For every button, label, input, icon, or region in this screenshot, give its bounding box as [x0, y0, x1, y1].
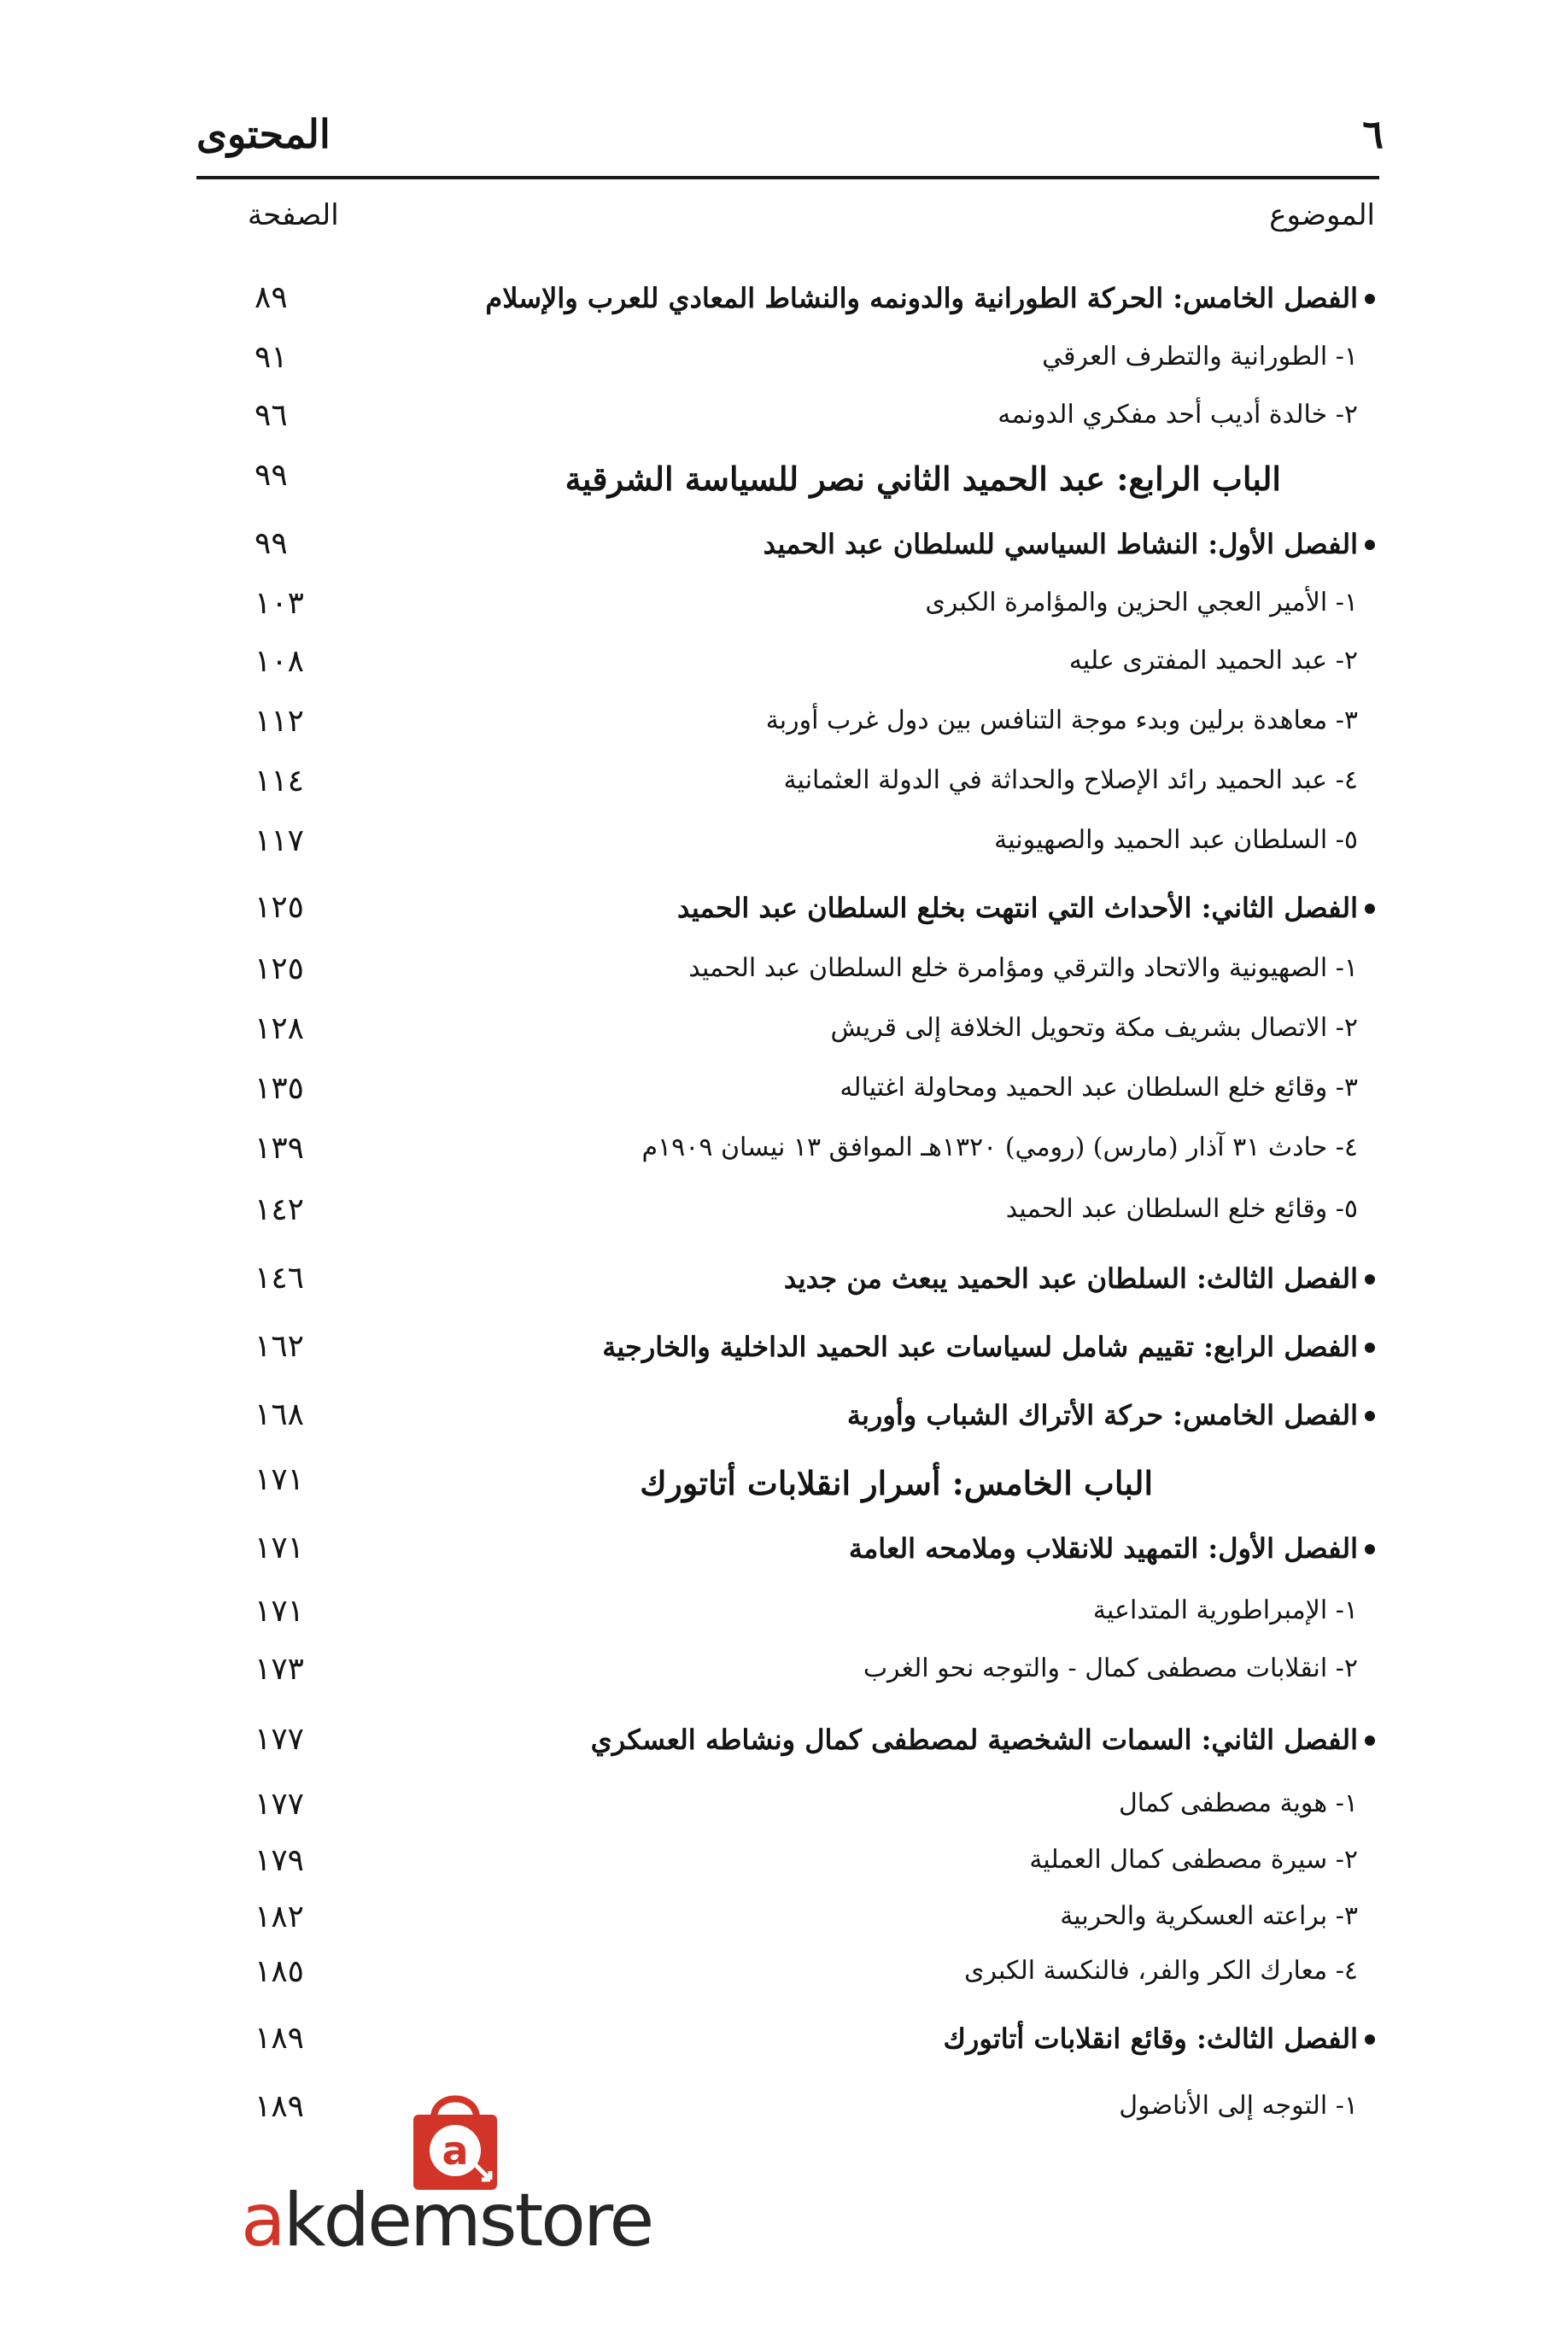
chapter-entry — [248, 521, 1375, 572]
bullet-icon — [1365, 1544, 1375, 1554]
chapter-entry — [248, 1392, 1375, 1443]
entry-title: ٢- عبد الحميد المفترى عليه — [1068, 646, 1358, 676]
entry-page-number: ١١٢ — [255, 704, 305, 739]
section-entry — [248, 699, 1375, 750]
section-entry — [248, 1006, 1375, 1057]
page-column-heading: الصفحة — [248, 198, 339, 232]
entry-title: ١- التوجه إلى الأناضول — [1119, 2091, 1358, 2121]
entry-page-number: ١٤٦ — [255, 1261, 305, 1296]
entry-page-number: ١٧١ — [255, 1594, 305, 1629]
entry-title: ١- الطورانية والتطرف العرقي — [1042, 342, 1358, 372]
entry-page-number: ١٦٢ — [255, 1329, 305, 1364]
entry-title: الفصل الأول: التمهيد للانقلاب وملامحه العامة — [848, 1532, 1358, 1565]
entry-page-number: ٩٩ — [255, 526, 288, 561]
section-entry — [248, 639, 1375, 690]
entry-page-number: ١٧٧ — [255, 1722, 305, 1757]
entry-title: الفصل الخامس: الحركة الطورانية والدونمه والنشاط المعادي للعرب والإسلام — [485, 282, 1358, 314]
entry-title: ٤- عبد الحميد رائد الإصلاح والحداثة في الدولة العثمانية — [783, 765, 1358, 795]
section-entry — [248, 1187, 1375, 1238]
entry-page-number: ٨٩ — [255, 280, 288, 315]
entry-page-number: ١١٤ — [255, 764, 305, 799]
entry-page-number: ١٧١ — [255, 1530, 305, 1566]
entry-page-number: ١٨٥ — [255, 1954, 305, 1989]
chapter-entry — [248, 1324, 1375, 1375]
entry-title: ٢- خالدة أديب أحد مفكري الدونمه — [998, 400, 1358, 430]
entry-page-number: ١٠٨ — [255, 644, 305, 679]
part-heading — [248, 1457, 1375, 1508]
entry-page-number: ١٦٨ — [255, 1397, 305, 1432]
entry-title: الفصل الثاني: الأحداث التي انتهت بخلع السلطان عبد الحميد — [677, 892, 1358, 924]
entry-title: ٢- انقلابات مصطفى كمال - والتوجه نحو الغرب — [863, 1653, 1358, 1683]
chapter-entry — [248, 1525, 1375, 1577]
entry-title: ١- الصهيونية والاتحاد والترقي ومؤامرة خلع السلطان عبد الحميد — [688, 953, 1358, 983]
page-number: ٦ — [1362, 111, 1384, 157]
entry-page-number: ٩١ — [255, 340, 288, 375]
section-entry — [248, 581, 1375, 632]
section-entry — [248, 1647, 1375, 1698]
entry-title: الفصل الرابع: تقييم شامل لسياسات عبد الحميد الداخلية والخارجية — [602, 1331, 1358, 1363]
section-entry — [248, 1838, 1375, 1889]
bullet-icon — [1365, 904, 1375, 914]
running-title: المحتوى — [196, 111, 331, 157]
store-watermark-logo — [241, 2084, 702, 2263]
section-entry — [248, 335, 1375, 386]
entry-page-number: ١٨٩ — [255, 2089, 305, 2124]
section-entry — [248, 1894, 1375, 1946]
entry-title: ٣- وقائع خلع السلطان عبد الحميد ومحاولة اغتياله — [840, 1073, 1358, 1103]
bullet-icon — [1365, 1274, 1375, 1285]
bullet-icon — [1365, 1735, 1375, 1746]
section-entry — [248, 1589, 1375, 1640]
entry-page-number: ١٢٨ — [255, 1011, 305, 1046]
section-entry — [248, 393, 1375, 444]
section-entry — [248, 1782, 1375, 1833]
bullet-icon — [1365, 1411, 1375, 1421]
entry-title: الفصل الخامس: حركة الأتراك الشباب وأوربة — [846, 1399, 1358, 1431]
bullet-icon — [1365, 2034, 1375, 2045]
entry-title: ٤- حادث ٣١ آذار (مارس) (رومي) ١٣٢٠هـ الموافق ١٣ نيسان ١٩٠٩م — [641, 1132, 1358, 1162]
page-header — [196, 94, 1384, 171]
entry-page-number: ١٣٥ — [255, 1071, 305, 1106]
entry-page-number: ١٧٧ — [255, 1787, 305, 1822]
entry-title: ٢- سيرة مصطفى كمال العملية — [1029, 1845, 1358, 1875]
chapter-entry — [248, 1255, 1375, 1307]
topic-column-heading: الموضوع — [1269, 198, 1375, 232]
svg-text:a: a — [442, 2127, 469, 2174]
brand-wordmark: akdemstore — [241, 2178, 652, 2263]
entry-page-number: ١٢٥ — [255, 890, 305, 925]
section-entry — [248, 818, 1375, 869]
bullet-icon — [1365, 294, 1375, 304]
entry-title: ١- هوية مصطفى كمال — [1118, 1788, 1358, 1818]
section-entry — [248, 946, 1375, 998]
bullet-icon — [1365, 540, 1375, 550]
entry-page-number: ١٤٢ — [255, 1192, 305, 1227]
header-divider — [196, 176, 1379, 179]
entry-title: ١- الأمير العجي الحزين والمؤامرة الكبرى — [925, 588, 1358, 617]
entry-page-number: ١٠٣ — [255, 586, 305, 621]
chapter-entry — [248, 275, 1375, 326]
entry-title: الفصل الثاني: السمات الشخصية لمصطفى كمال ونشاطه العسكري — [590, 1724, 1358, 1756]
entry-title: ٥- السلطان عبد الحميد والصهيونية — [994, 825, 1358, 855]
entry-page-number: ١٨٩ — [255, 2021, 305, 2056]
section-entry — [248, 1066, 1375, 1117]
entry-title: الفصل الثالث: السلطان عبد الحميد يبعث من جديد — [783, 1262, 1358, 1295]
entry-title: ١- الإمبراطورية المتداعية — [1092, 1595, 1358, 1625]
entry-title: ٥- وقائع خلع السلطان عبد الحميد — [1005, 1194, 1358, 1224]
entry-page-number: ١٧٩ — [255, 1843, 305, 1878]
entry-title: الباب الرابع: عبد الحميد الثاني نصر للسياسة الشرقية — [565, 459, 1281, 498]
chapter-entry — [248, 2016, 1375, 2067]
entry-title: ٣- براعته العسكرية والحربية — [1060, 1901, 1358, 1931]
entry-title: ٣- معاهدة برلين وبدء موجة التنافس بين دول غرب أوربة — [765, 705, 1358, 735]
entry-page-number: ١١٧ — [255, 823, 305, 858]
entry-page-number: ٩٦ — [255, 398, 288, 433]
section-entry — [248, 1126, 1375, 1177]
column-headings — [248, 188, 1375, 248]
part-heading — [248, 453, 1375, 504]
entry-page-number: ١٨٢ — [255, 1899, 305, 1934]
entry-page-number: ١٧٣ — [255, 1652, 305, 1687]
entry-page-number: ١٢٥ — [255, 951, 305, 986]
entry-page-number: ٩٩ — [255, 458, 288, 493]
shopping-bag-icon — [408, 2084, 502, 2193]
entry-page-number: ١٣٩ — [255, 1131, 305, 1166]
section-entry — [248, 758, 1375, 810]
bullet-icon — [1365, 1343, 1375, 1353]
section-entry — [248, 1949, 1375, 2000]
entry-title: ٤- معارك الكر والفر، فالنكسة الكبرى — [963, 1956, 1358, 1986]
entry-title: الفصل الثالث: وقائع انقلابات أتاتورك — [943, 2022, 1358, 2055]
entry-title: الباب الخامس: أسرار انقلابات أتاتورك — [640, 1464, 1153, 1502]
entry-title: الفصل الأول: النشاط السياسي للسلطان عبد الحميد — [763, 528, 1358, 560]
chapter-entry — [248, 1717, 1375, 1768]
chapter-entry — [248, 885, 1375, 936]
entry-page-number: ١٧١ — [255, 1462, 305, 1497]
entry-title: ٢- الاتصال بشريف مكة وتحويل الخلافة إلى قريش — [830, 1013, 1358, 1043]
